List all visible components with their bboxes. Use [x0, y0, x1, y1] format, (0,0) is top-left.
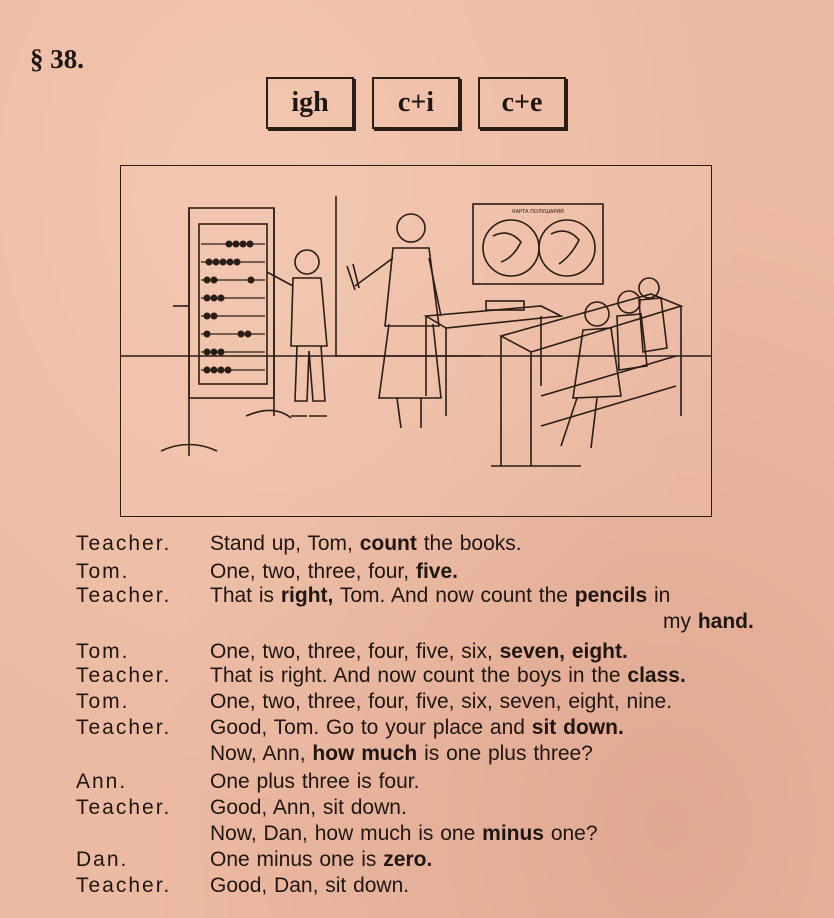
dialogue-text-segment: One, two, three, four, five, six, seven, eight, nine.: [210, 690, 673, 713]
dialogue-line: [210, 848, 432, 872]
dialogue-text-segment: Tom. And now count the: [333, 584, 575, 607]
dialogue-line: [210, 690, 672, 714]
dialogue-text-segment: That is right. And now count the boys in the: [210, 664, 628, 687]
dialogue-line: [210, 796, 407, 820]
bold-vocabulary-word: right,: [280, 584, 334, 607]
speaker-name: Teacher.: [76, 584, 172, 607]
dialogue-text-segment: One, two, three, four, five, six,: [210, 640, 500, 663]
speaker-name: Tom.: [76, 690, 130, 713]
dialogue-text-segment: Now, Ann,: [210, 742, 313, 765]
dialogue-text-segment: the books.: [416, 532, 522, 555]
bold-vocabulary-word: zero.: [383, 848, 433, 871]
bold-vocabulary-word: how much: [312, 742, 418, 765]
dialogue-text-segment: my: [663, 610, 698, 633]
bold-vocabulary-word: minus: [482, 822, 544, 845]
dialogue-text-segment: one?: [543, 822, 598, 845]
speaker-name: Ann.: [76, 770, 128, 793]
section-number: § 38.: [30, 44, 84, 74]
dialogue-line: [210, 640, 628, 664]
bold-vocabulary-word: sit down.: [531, 716, 624, 739]
speaker-name: Teacher.: [76, 874, 172, 897]
dialogue-line: [210, 822, 598, 846]
dialogue-text-segment: is one plus three?: [417, 742, 593, 765]
speaker-name: Teacher.: [76, 532, 172, 555]
dialogue-line: [210, 742, 593, 766]
dialogue-text-segment: That is: [210, 584, 281, 607]
map-title: КАРТА ПОЛУШАРИЙ: [512, 209, 564, 215]
letter-combination-box-ce: c+e: [478, 77, 566, 129]
dialogue-text-segment: Good, Ann, sit down.: [210, 796, 407, 819]
speaker-name: Teacher.: [76, 716, 172, 739]
dialogue-text-segment: One plus three is four.: [210, 770, 420, 793]
speaker-name: Teacher.: [76, 796, 172, 819]
bold-vocabulary-word: class.: [627, 664, 686, 687]
dialogue-text-segment: in: [647, 584, 671, 607]
speaker-name: Dan.: [76, 848, 129, 871]
dialogue-text-segment: One, two, three, four,: [210, 560, 416, 583]
letter-combination-box-igh: igh: [266, 77, 354, 129]
dialogue-text-segment: Now, Dan, how much is one: [210, 822, 483, 845]
dialogue-text-segment: Stand up, Tom,: [210, 532, 360, 555]
dialogue-line: [210, 560, 458, 584]
dialogue-line: [210, 584, 670, 608]
dialogue-line: [663, 610, 754, 634]
dialogue-line: [210, 874, 409, 898]
dialogue-text-segment: Good, Tom. Go to your place and: [210, 716, 532, 739]
speaker-name: Tom.: [76, 560, 130, 583]
dialogue-text-segment: Good, Dan, sit down.: [210, 874, 410, 897]
bold-vocabulary-word: count: [359, 532, 417, 555]
bold-vocabulary-word: pencils: [574, 584, 648, 607]
bold-vocabulary-word: hand.: [697, 610, 754, 633]
dialogue-text-segment: One minus one is: [210, 848, 384, 871]
dialogue-line: [210, 770, 419, 794]
letter-combination-box-ci: c+i: [372, 77, 460, 129]
dialogue-line: [210, 716, 624, 740]
bold-vocabulary-word: five.: [415, 560, 458, 583]
dialogue-line: [210, 532, 522, 556]
dialogue-line: [210, 664, 686, 688]
bold-vocabulary-word: seven, eight.: [499, 640, 628, 663]
speaker-name: Teacher.: [76, 664, 172, 687]
speaker-name: Tom.: [76, 640, 130, 663]
